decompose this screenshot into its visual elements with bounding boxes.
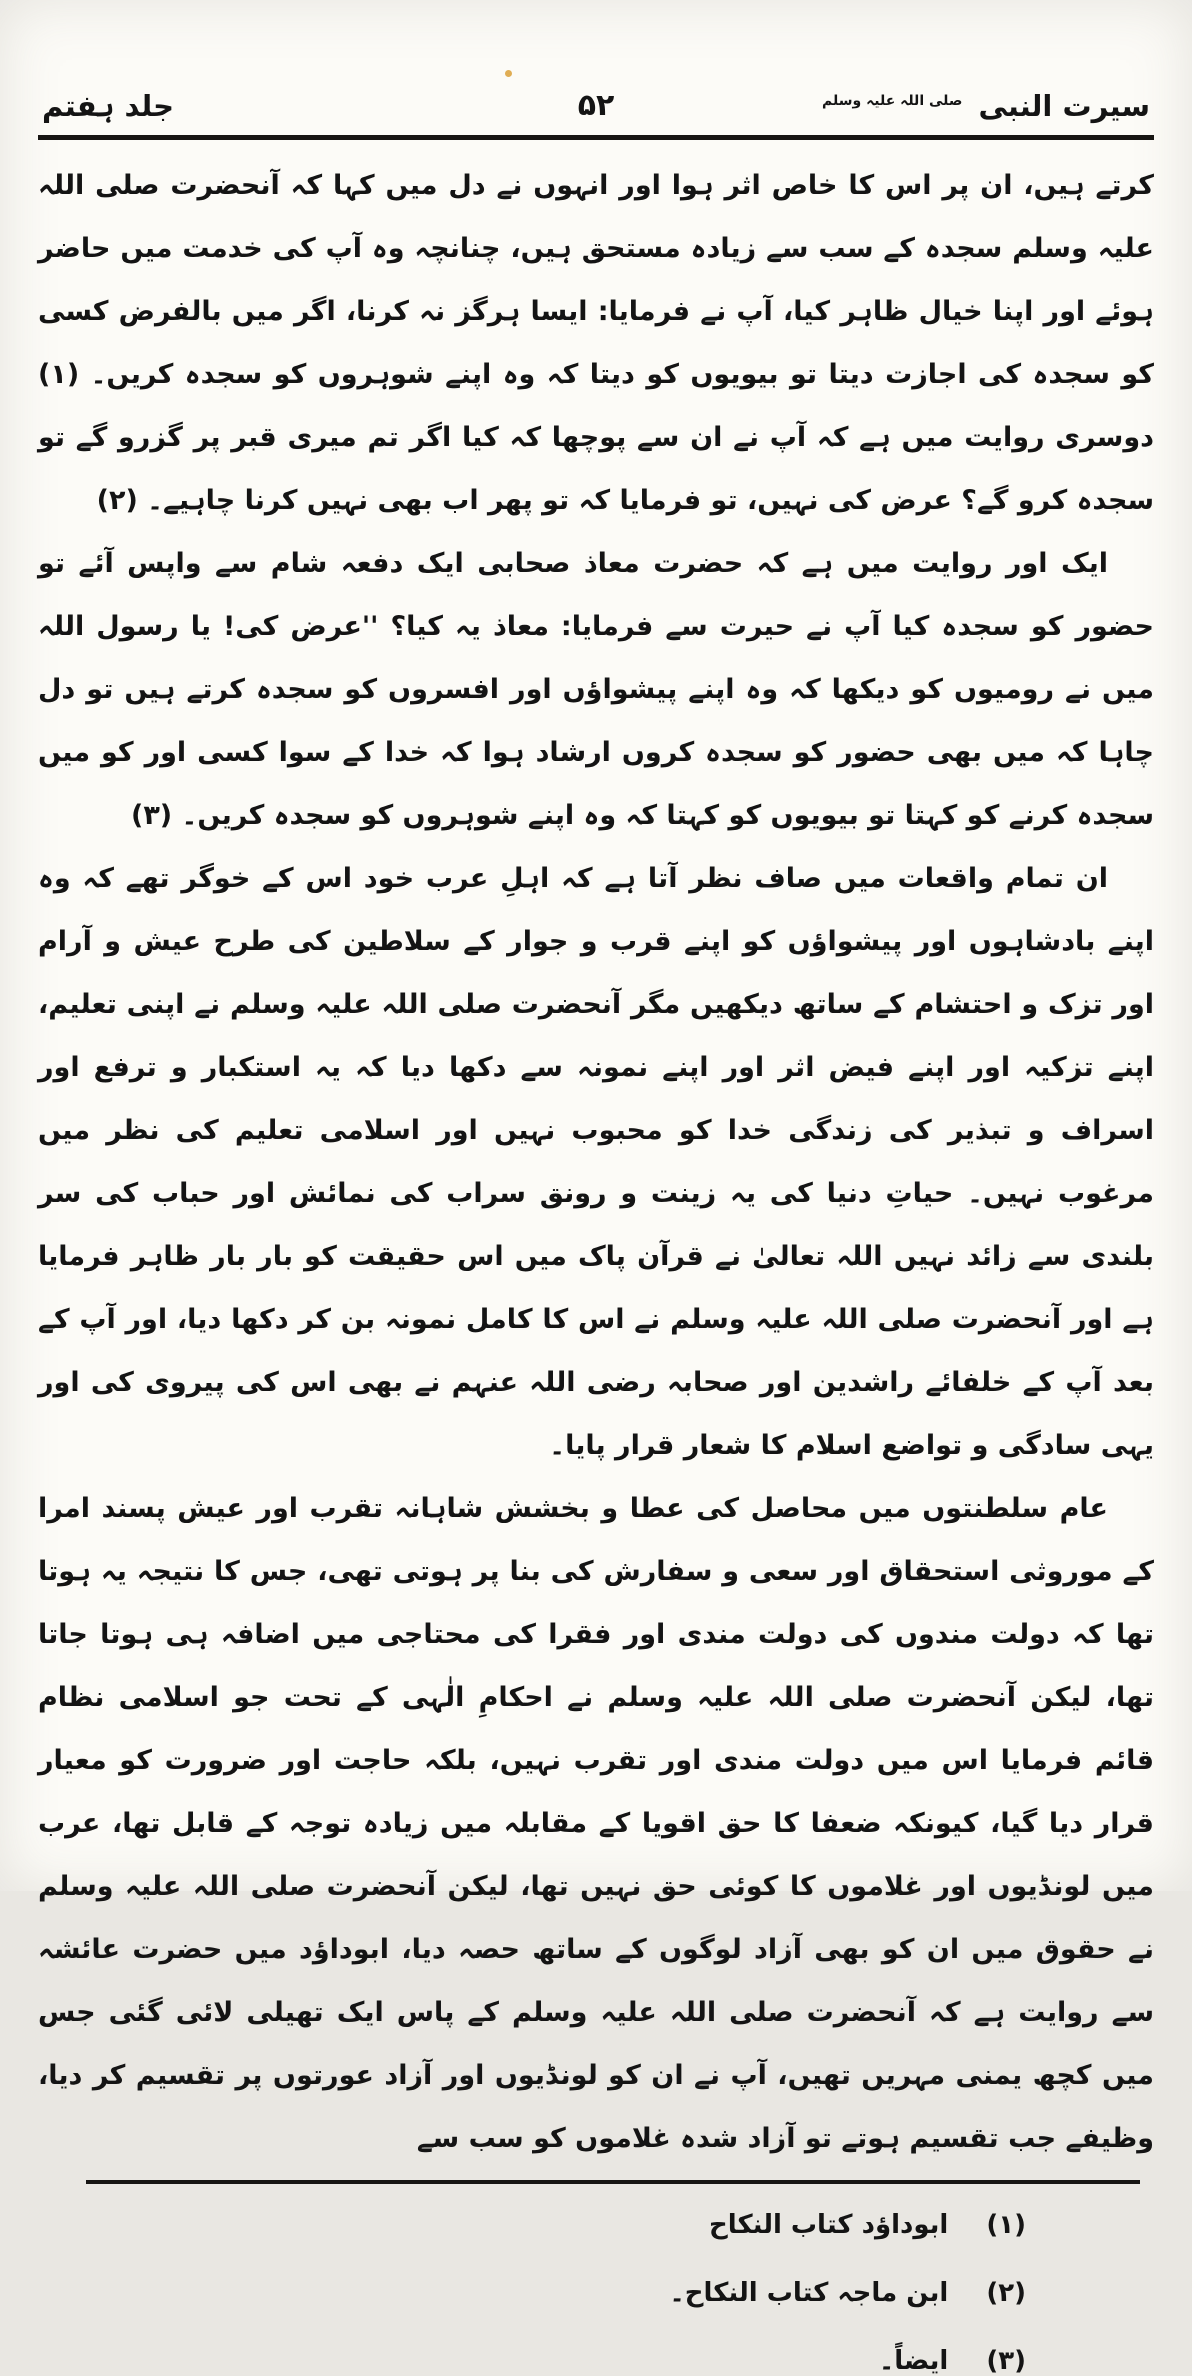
scan-artifact — [505, 70, 512, 77]
paragraph: ایک اور روایت میں ہے کہ حضرت معاذ صحابی ایک دفعہ شام سے واپس آئے تو حضور کو سجدہ کیا آپ نے حیرت سے فرمایا: معاذ یہ کیا؟ ''عرض کی! یا رسول اللہ میں نے رومیوں کو دیکھا کہ وہ اپنے پیشواؤں اور افسروں کو سجدہ کرتے ہیں تو دل چاہا کہ میں بھی حضور کو سجدہ کروں ارشاد ہوا کہ خدا کے سوا کسی اور کو میں سجدہ کرنے کو کہتا تو بیویوں کو کہتا کہ وہ اپنے شوہروں کو سجدہ کریں۔ (۳) — [38, 548, 1154, 831]
book-title-text: سیرت النبی — [978, 89, 1150, 123]
footnote-item — [38, 2346, 1026, 2376]
page-header — [38, 58, 1154, 123]
page-body — [38, 154, 1154, 2170]
page-number: ۵۲ — [577, 88, 615, 123]
footnote-separator — [86, 2180, 1140, 2184]
paragraph: کرتے ہیں، ان پر اس کا خاص اثر ہوا اور انہوں نے دل میں کہا کہ آنحضرت صلی اللہ علیہ وسلم سجدہ کے سب سے زیادہ مستحق ہیں، چنانچہ وہ آپ کی خدمت میں حاضر ہوئے اور اپنا خیال ظاہر کیا، آپ نے فرمایا: ایسا ہرگز نہ کرنا، اگر میں بالفرض کسی کو سجدہ کی اجازت دیتا تو بیویوں کو دیتا کہ وہ اپنے شوہروں کو سجدہ کریں۔ (۱) دوسری روایت میں ہے کہ آپ نے ان سے پوچھا کہ کیا اگر تم میری قبر پر گزرو گے تو سجدہ کرو گے؟ عرض کی نہیں، تو فرمایا کہ تو پھر اب بھی نہیں کرنا چاہیے۔ (۲) — [38, 170, 1154, 516]
salawat-mark: صلی اللہ علیہ وسلم — [822, 93, 963, 110]
volume-label: جلد ہفتم — [42, 89, 175, 123]
footnote-text: ایضاً۔ — [879, 2346, 949, 2376]
paragraph: عام سلطنتوں میں محاصل کی عطا و بخشش شاہانہ تقرب اور عیش پسند امرا کے موروثی استحقاق اور سعی و سفارش کی بنا پر ہوتی تھی، جس کا نتیجہ یہ ہوتا تھا کہ دولت مندوں کی دولت مندی اور فقرا کی محتاجی میں اضافہ ہی ہوتا جاتا تھا، لیکن آنحضرت صلی اللہ علیہ وسلم نے احکامِ الٰہی کے تحت جو اسلامی نظام قائم فرمایا اس میں دولت مندی اور تقرب نہیں، بلکہ حاجت اور ضرورت کو معیار قرار دیا گیا، کیونکہ ضعفا کا حق اقویا کے مقابلہ میں زیادہ توجہ کے قابل تھا، عرب میں لونڈیوں اور غلاموں کا کوئی حق نہیں تھا، لیکن آنحضرت صلی اللہ علیہ وسلم نے حقوق میں ان کو بھی آزاد لوگوں کے ساتھ حصہ دیا، ابوداؤد میں حضرت عائشہ سے روایت ہے کہ آنحضرت صلی اللہ علیہ وسلم کے پاس ایک تھیلی لائی گئی جس میں کچھ یمنی مہریں تھیں، آپ نے ان کو لونڈیوں اور آزاد عورتوں پر تقسیم کر دیا، وظیفے جب تقسیم ہوتے تو آزاد شدہ غلاموں کو سب سے — [38, 1493, 1154, 2154]
footnote-text: ابن ماجہ کتاب النکاح۔ — [669, 2278, 949, 2308]
footnote-marker: (۱) — [986, 2210, 1026, 2240]
footnote-item — [38, 2278, 1026, 2308]
footnote-marker: (۳) — [986, 2346, 1026, 2376]
footnote-marker: (۲) — [986, 2278, 1026, 2308]
book-title — [656, 89, 1150, 123]
footnotes — [38, 2210, 1154, 2376]
header-rule — [38, 135, 1154, 140]
footnote-item — [38, 2210, 1026, 2240]
paragraph: ان تمام واقعات میں صاف نظر آتا ہے کہ اہلِ عرب خود اس کے خوگر تھے کہ وہ اپنے بادشاہوں اور پیشواؤں کو اپنے قرب و جوار کے سلاطین کی طرح عیش و آرام اور تزک و احتشام کے ساتھ دیکھیں مگر آنحضرت صلی اللہ علیہ وسلم نے اپنی تعلیم، اپنے تزکیہ اور اپنے فیض اثر اور اپنے نمونہ سے دکھا دیا کہ یہ استکبار و ترفع اور اسراف و تبذیر کی زندگی خدا کو محبوب نہیں اور اسلامی تعلیم کی نظر میں مرغوب نہیں۔ حیاتِ دنیا کی یہ زینت و رونق سراب کی نمائش اور حباب کی سر بلندی سے زائد نہیں اللہ تعالیٰ نے قرآن پاک میں اس حقیقت کو بار بار ظاہر فرمایا ہے اور آنحضرت صلی اللہ علیہ وسلم نے اس کا کامل نمونہ بن کر دکھا دیا، اور آپ کے بعد آپ کے خلفائے راشدین اور صحابہ رضی اللہ عنہم نے بھی اس کی پیروی کی اور یہی سادگی و تواضع اسلام کا شعار قرار پایا۔ — [38, 863, 1154, 1461]
footnote-text: ابوداؤد کتاب النکاح — [708, 2210, 949, 2240]
